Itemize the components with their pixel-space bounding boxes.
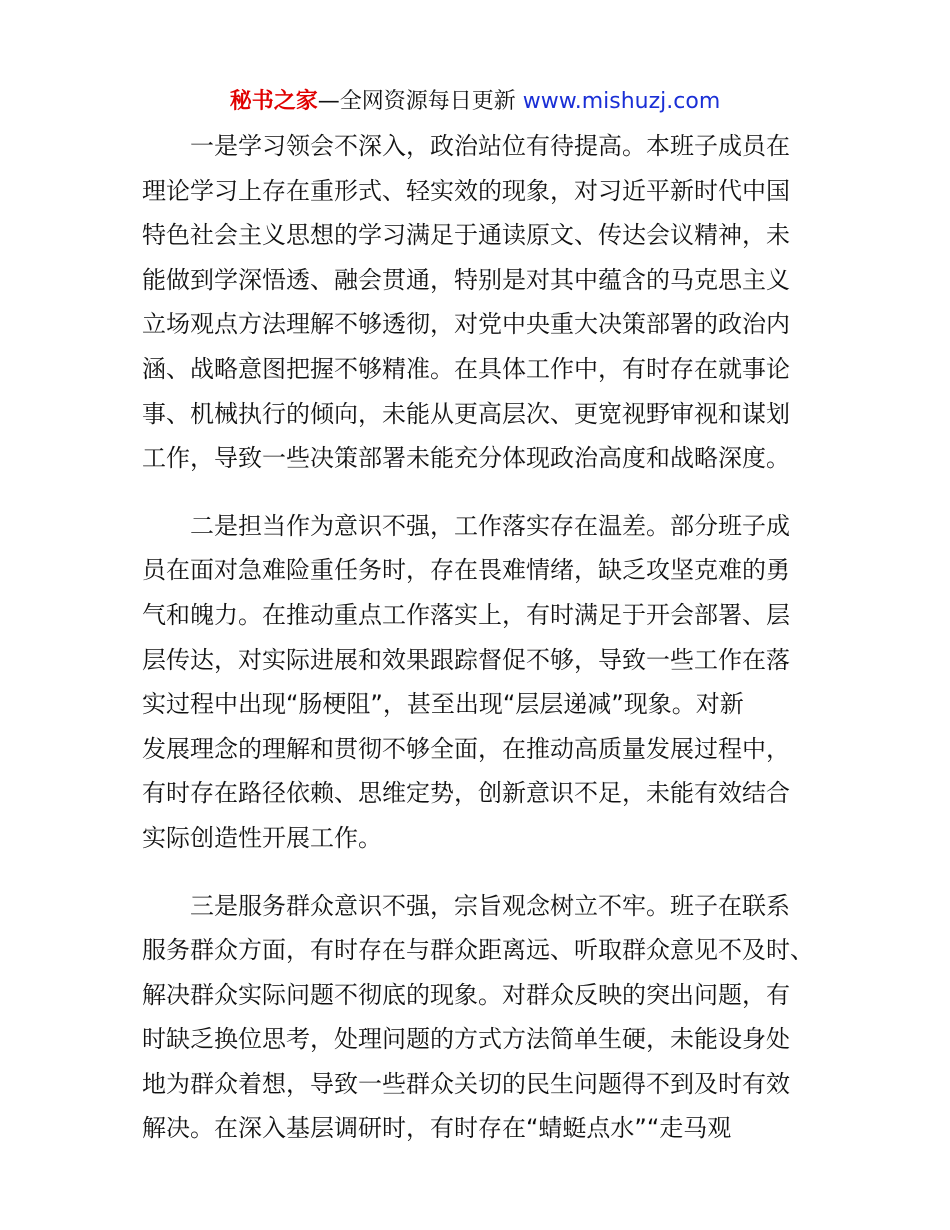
paragraph-3 (142, 884, 822, 1152)
text-line: 二是担当作为意识不强，工作落实存在温差。部分班子成 (190, 511, 790, 540)
text-line: 事、机械执行的倾向，未能从更高层次、更宽视野审视和谋划 (142, 399, 790, 428)
site-url-link[interactable]: www.mishuzj.com (522, 89, 721, 114)
text-line: 发展理念的理解和贯彻不够全面，在推动高质量发展过程中， (142, 734, 790, 763)
text-line: 有时存在路径依赖、思维定势，创新意识不足，未能有效结合 (142, 779, 790, 808)
brand-name: 秘书之家 (229, 89, 318, 114)
header-slogan: —全网资源每日更新 (317, 89, 523, 114)
text-line: 解决群众实际问题不彻底的现象。对群众反映的突出问题，有 (142, 980, 790, 1009)
text-line: 时缺乏换位思考，处理问题的方式方法简单生硬，未能设身处 (142, 1025, 790, 1054)
text-line: 一是学习领会不深入，政治站位有待提高。本班子成员在 (190, 132, 790, 160)
text-line: 地为群众着想，导致一些群众关切的民生问题得不到及时有效 (142, 1069, 790, 1098)
site-header (0, 86, 950, 118)
text-line: 层传达，对实际进展和效果跟踪督促不够，导致一些工作在落 (142, 645, 790, 674)
text-line: 实际创造性开展工作。 (142, 823, 382, 852)
text-line: 实过程中出现“肠梗阻”，甚至出现“层层递减”现象。对新 (142, 690, 744, 719)
text-line: 解决。在深入基层调研时，有时存在“蜻蜓点水”“走马观 (142, 1114, 732, 1143)
text-line: 服务群众方面，有时存在与群众距离远、听取群众意见不及时、 (142, 936, 814, 965)
text-line: 气和魄力。在推动重点工作落实上，有时满足于开会部署、层 (142, 600, 790, 629)
text-line: 工作，导致一些决策部署未能充分体现政治高度和战略深度。 (142, 444, 790, 473)
document-body (142, 124, 822, 1174)
text-line: 理论学习上存在重形式、轻实效的现象，对习近平新时代中国 (142, 176, 790, 205)
text-line: 三是服务群众意识不强，宗旨观念树立不牢。班子在联系 (190, 891, 790, 920)
text-line: 涵、战略意图把握不够精准。在具体工作中，有时存在就事论 (142, 354, 790, 383)
paragraph-1 (142, 124, 822, 481)
text-line: 能做到学深悟透、融会贯通，特别是对其中蕴含的马克思主义 (142, 265, 790, 294)
text-line: 特色社会主义思想的学习满足于通读原文、传达会议精神，未 (142, 221, 790, 250)
text-line: 员在面对急难险重任务时，存在畏难情绪，缺乏攻坚克难的勇 (142, 556, 790, 585)
text-line: 立场观点方法理解不够透彻，对党中央重大决策部署的政治内 (142, 310, 790, 339)
paragraph-2 (142, 504, 822, 861)
